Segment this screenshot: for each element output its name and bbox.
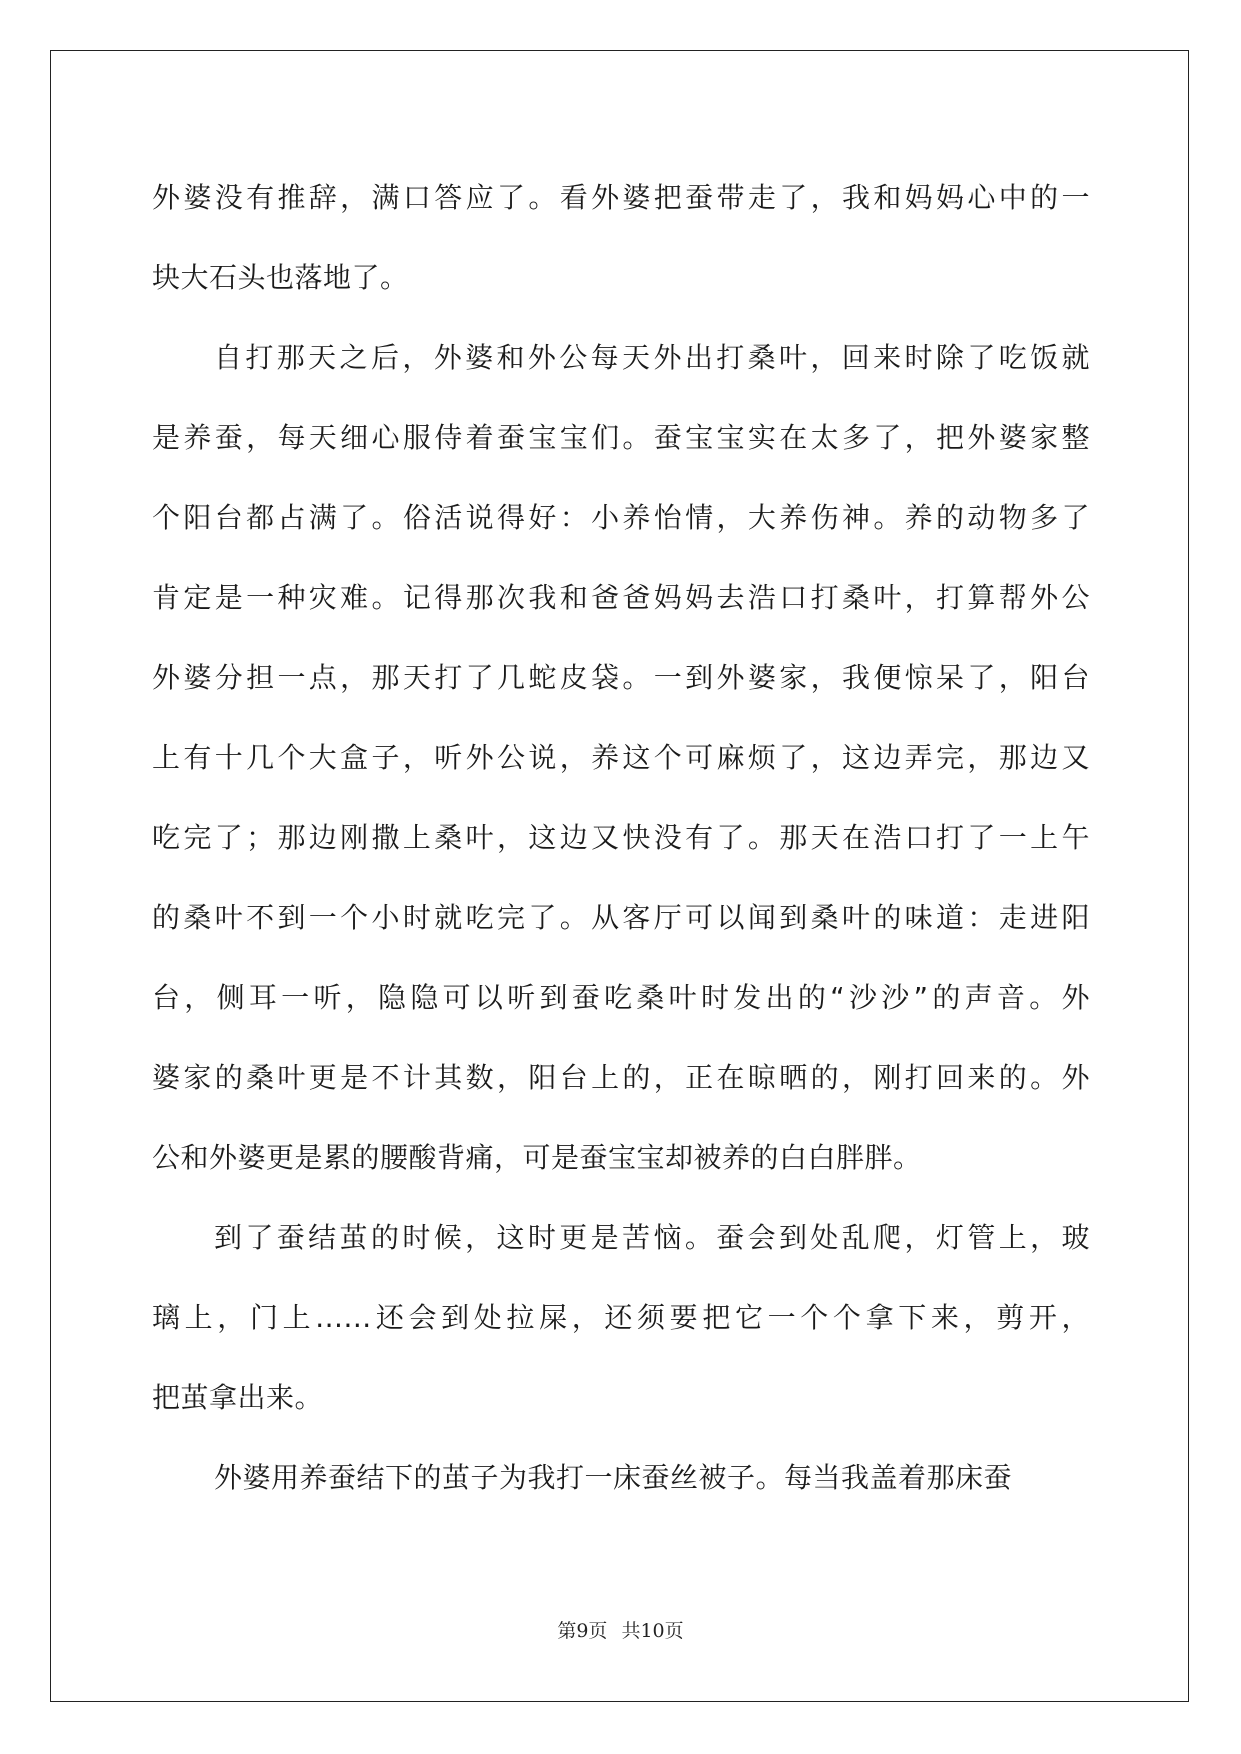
- page-number: 第9页: [557, 1620, 608, 1642]
- text-line: 上有十几个大盒子，听外公说，养这个可麻烦了，这边弄完，那边又: [152, 741, 1090, 774]
- page-footer: [0, 1616, 1241, 1643]
- text-line: 外婆没有推辞，满口答应了。看外婆把蚕带走了，我和妈妈心中的一: [152, 181, 1090, 214]
- text-line: 外婆分担一点，那天打了几蛇皮袋。一到外婆家，我便惊呆了，阳台: [152, 661, 1090, 694]
- text-line: 是养蚕，每天细心服侍着蚕宝宝们。蚕宝宝实在太多了，把外婆家整: [152, 421, 1090, 454]
- paragraph: [152, 158, 1090, 318]
- text-line: 公和外婆更是累的腰酸背痛，可是蚕宝宝却被养的白白胖胖。: [152, 1141, 922, 1174]
- text-line: 把茧拿出来。: [152, 1381, 324, 1414]
- document-body: [152, 158, 1090, 1518]
- text-line: 个阳台都占满了。俗活说得好：小养怡情，大养伤神。养的动物多了: [152, 501, 1090, 534]
- text-line: 的桑叶不到一个小时就吃完了。从客厅可以闻到桑叶的味道：走进阳: [152, 901, 1090, 934]
- paragraph: [152, 1198, 1090, 1438]
- text-line: 台，侧耳一听，隐隐可以听到蚕吃桑叶时发出的“沙沙”的声音。外: [152, 981, 1090, 1014]
- text-line: 到了蚕结茧的时候，这时更是苦恼。蚕会到处乱爬，灯管上，玻: [214, 1221, 1090, 1254]
- paragraph: [152, 1438, 1090, 1518]
- text-line: 婆家的桑叶更是不计其数，阳台上的，正在晾晒的，刚打回来的。外: [152, 1061, 1090, 1094]
- text-line: 肯定是一种灾难。记得那次我和爸爸妈妈去浩口打桑叶，打算帮外公: [152, 581, 1090, 614]
- text-line: 璃上，门上......还会到处拉屎，还须要把它一个个拿下来，剪开，: [152, 1301, 1090, 1334]
- text-line: 外婆用养蚕结下的茧子为我打一床蚕丝被子。每当我盖着那床蚕: [214, 1461, 1013, 1494]
- page-total: 共10页: [621, 1620, 684, 1642]
- text-line: 吃完了；那边刚撒上桑叶，这边又快没有了。那天在浩口打了一上午: [152, 821, 1090, 854]
- text-line: 块大石头也落地了。: [152, 261, 409, 294]
- paragraph: [152, 318, 1090, 1198]
- text-line: 自打那天之后，外婆和外公每天外出打桑叶，回来时除了吃饭就: [214, 341, 1090, 374]
